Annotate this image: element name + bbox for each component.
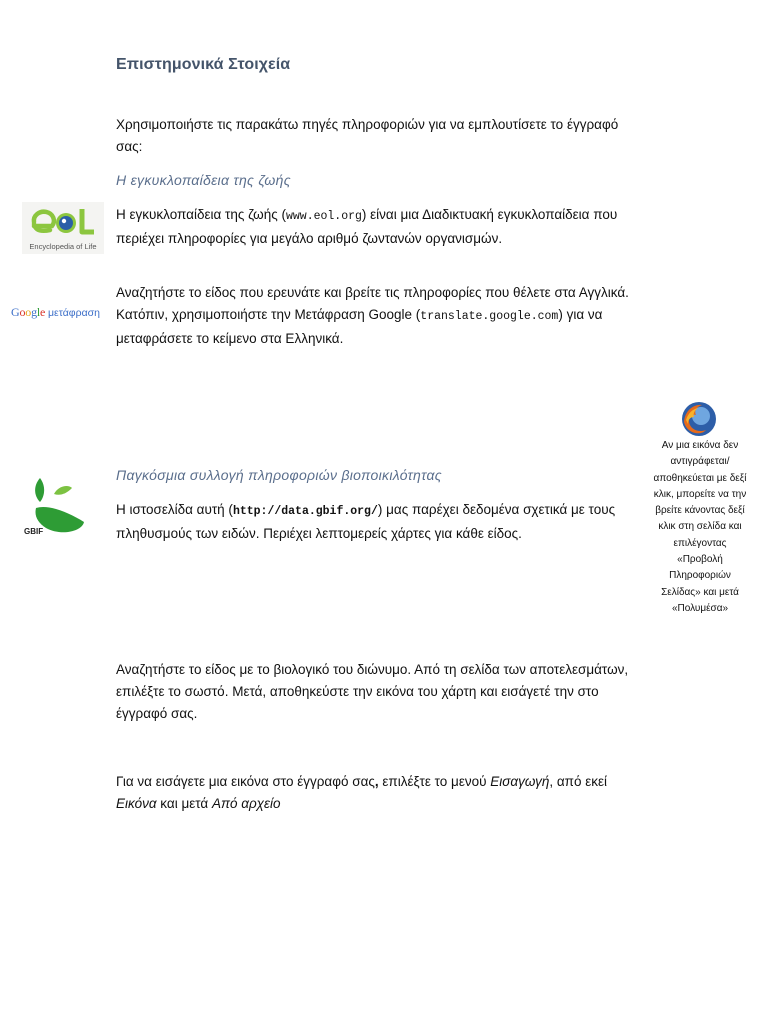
page-title: Επιστημονικά Στοιχεία — [116, 56, 291, 73]
gbif-url-link[interactable]: http://data.gbif.org/ — [232, 505, 378, 518]
search-species-paragraph: Αναζητήστε το είδος με το βιολογικό του διώνυμο. Από τη σελίδα των αποτελεσμάτων, επιλέξτε το σωστό. Μετά, αποθηκεύστε την εικόνα του χάρτη και εισάγετέ την στο έγγραφό σας. — [116, 662, 629, 721]
eol-subheading: Η εγκυκλοπαίδεια της ζωής — [116, 172, 291, 188]
translate-paragraph — [116, 282, 638, 350]
eol-text-after: ) είναι μια Διαδικτυακή εγκυκλοπαίδεια που περιέχει πληροφορίες για μεγάλο αριθμό ζωντανών οργανισμών. — [116, 207, 618, 246]
translate-text-after: ) για να μεταφράσετε το κείμενο στα Ελληνικά. — [116, 307, 603, 346]
gbif-logo-text: GBIF — [24, 527, 44, 536]
translate-url-link[interactable]: translate.google.com — [420, 310, 559, 323]
firefox-icon — [680, 400, 718, 438]
gbif-paragraph — [116, 499, 640, 545]
translate-text-before: Αναζητήστε το είδος που ερευνάτε και βρείτε τις πληροφορίες που θέλετε στα Αγγλικά. Κατόπιν, χρησιμοποιήστε την Μετάφραση Google ( — [116, 285, 629, 322]
insert-image-text-1: Για να εισάγετε μια εικόνα στο έγγραφό σας — [116, 774, 375, 789]
insert-menu-name: Εισαγωγή — [490, 774, 550, 789]
insert-image-paragraph — [116, 771, 638, 815]
eol-paragraph — [116, 204, 638, 250]
gbif-subheading: Παγκόσμια συλλογή πληροφοριών βιοποικιλότητας — [116, 467, 442, 483]
gbif-text-after: ) μας παρέχει δεδομένα σχετικά με τους πληθυσμούς των ειδών. Περιέχει λεπτομερείς χάρτες για κάθε είδος. — [116, 502, 616, 541]
gbif-logo-icon — [20, 474, 88, 538]
from-file-menu-name: Από αρχείο — [211, 796, 281, 811]
insert-image-text-4: και μετά — [156, 796, 212, 811]
gbif-text-before: Η ιστοσελίδα αυτή ( — [116, 502, 233, 517]
google-translate-logo-icon: Google μετάφραση — [11, 305, 100, 319]
insert-image-text-2: επιλέξτε το μενού — [378, 774, 491, 789]
eol-url-link[interactable]: www.eol.org — [285, 210, 362, 223]
eol-logo-caption: Encyclopedia of Life — [29, 242, 97, 251]
side-note: Αν μια εικόνα δεν αντιγράφεται/ αποθηκεύεται με δεξί κλικ, μπορείτε να την βρείτε κάνοντας δεξί κλικ στη σελίδα και επιλέγοντας «Προβολή Πληροφοριών Σελίδας» και μετά «Πολυμέσα» — [653, 440, 747, 614]
insert-image-text-3: , από εκεί — [549, 774, 608, 789]
intro-paragraph: Χρησιμοποιήστε τις παρακάτω πηγές πληροφοριών για να εμπλουτίσετε το έγγραφό σας: — [116, 117, 619, 154]
eol-text-before: Η εγκυκλοπαίδεια της ζωής ( — [116, 207, 286, 222]
image-menu-name: Εικόνα — [116, 796, 157, 811]
eol-logo-icon — [22, 202, 104, 254]
insert-image-comma: , — [374, 774, 379, 789]
google-translate-word: μετάφραση — [48, 307, 100, 319]
